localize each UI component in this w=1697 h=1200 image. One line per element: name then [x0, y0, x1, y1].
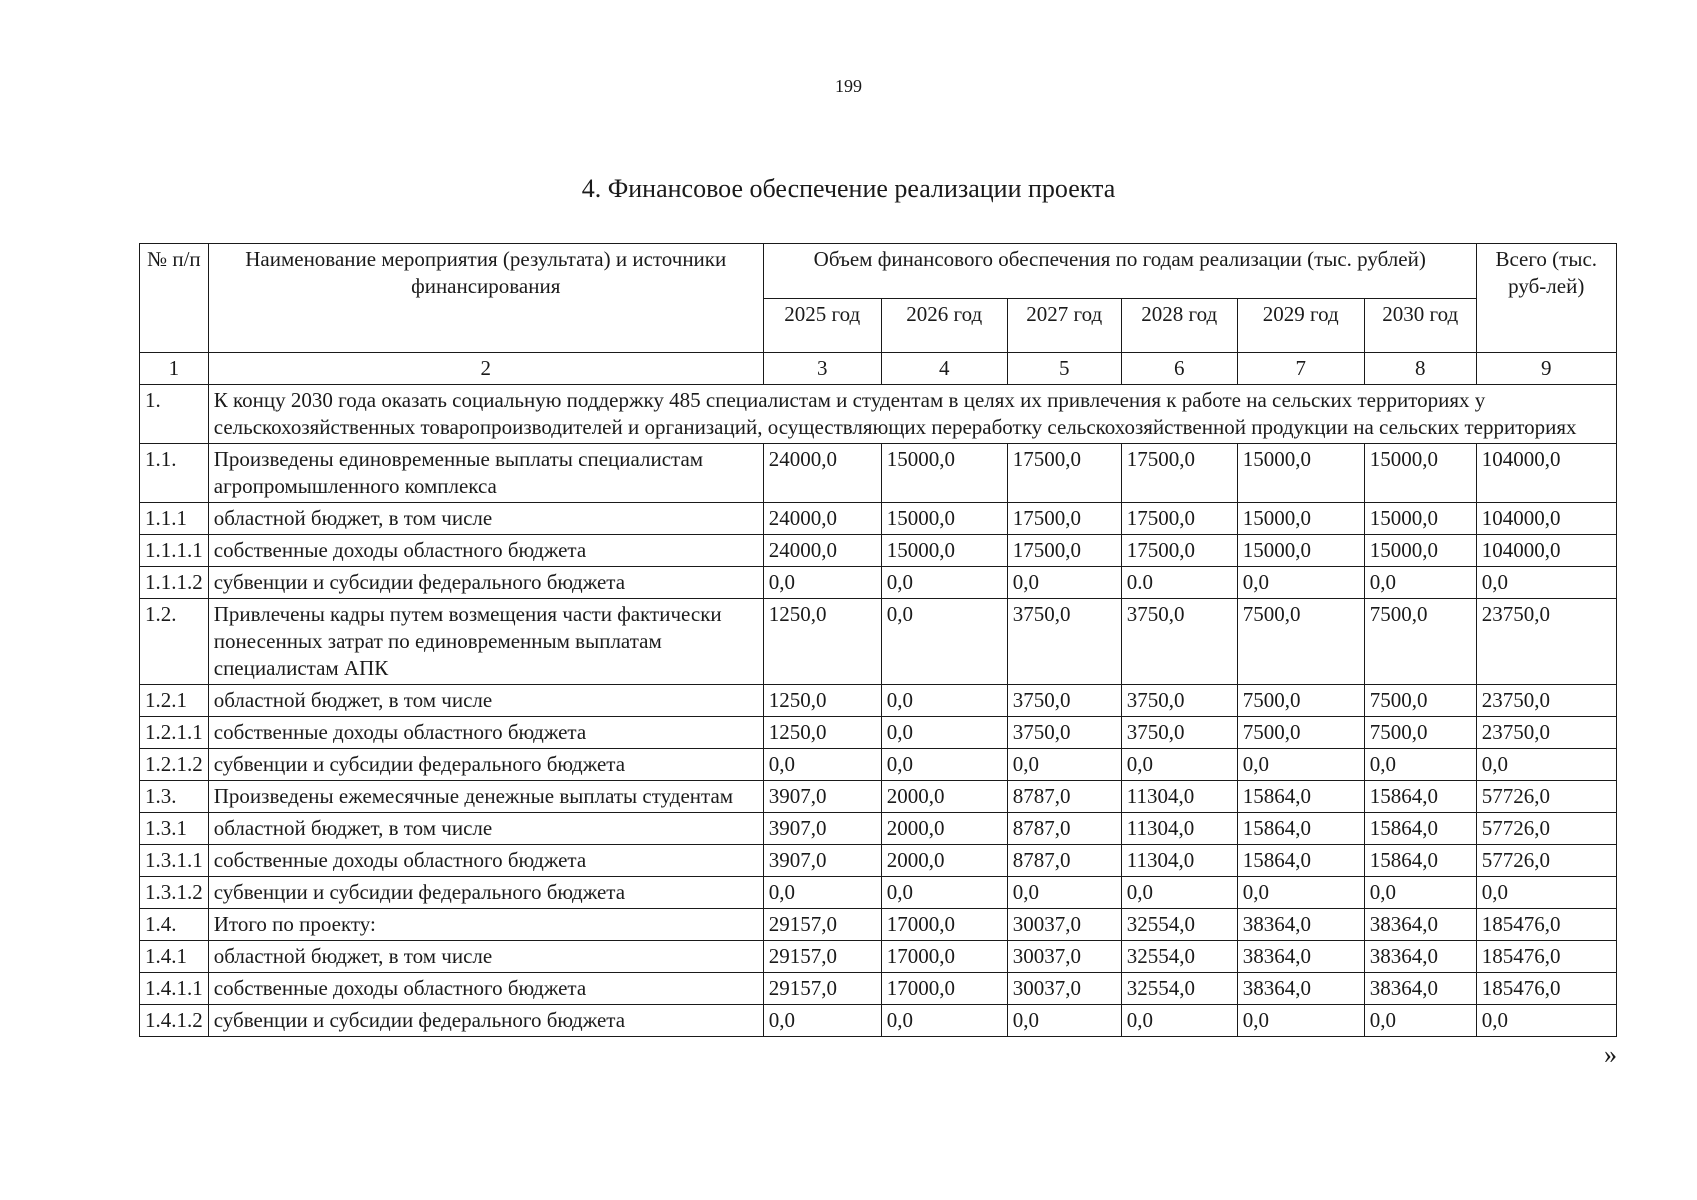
column-number-cell: 8 [1364, 353, 1476, 385]
total-value-cell: 185476,0 [1476, 973, 1616, 1005]
year-value-cell: 8787,0 [1007, 813, 1121, 845]
year-value-cell: 0,0 [881, 685, 1007, 717]
table-row [140, 444, 1617, 503]
row-name: областной бюджет, в том числе [208, 685, 763, 717]
year-value-cell: 15000,0 [1237, 503, 1364, 535]
year-value-cell: 2000,0 [881, 813, 1007, 845]
total-value-cell: 57726,0 [1476, 781, 1616, 813]
year-value-cell: 3750,0 [1007, 717, 1121, 749]
year-value-cell: 38364,0 [1364, 941, 1476, 973]
row-code: 1.2.1 [140, 685, 209, 717]
year-value-cell: 0,0 [1237, 877, 1364, 909]
year-value-cell: 0,0 [763, 749, 881, 781]
year-value-cell: 15864,0 [1364, 813, 1476, 845]
table-row [140, 941, 1617, 973]
row-name: собственные доходы областного бюджета [208, 973, 763, 1005]
table-row [140, 567, 1617, 599]
year-value-cell: 1250,0 [763, 685, 881, 717]
closing-quote: » [1604, 1040, 1617, 1069]
table-row [140, 599, 1617, 685]
year-value-cell: 17500,0 [1007, 444, 1121, 503]
year-value-cell: 7500,0 [1237, 599, 1364, 685]
table-row [140, 973, 1617, 1005]
year-value-cell: 15864,0 [1237, 781, 1364, 813]
year-value-cell: 3750,0 [1121, 685, 1237, 717]
total-value-cell: 0,0 [1476, 567, 1616, 599]
year-value-cell: 7500,0 [1364, 599, 1476, 685]
row-code: 1.1. [140, 444, 209, 503]
year-value-cell: 0,0 [763, 1005, 881, 1037]
year-value-cell: 3907,0 [763, 781, 881, 813]
year-value-cell: 15000,0 [1237, 444, 1364, 503]
row-code: 1.3.1 [140, 813, 209, 845]
year-value-cell: 0,0 [1237, 749, 1364, 781]
header-year-cell: 2030 год [1364, 298, 1476, 353]
total-value-cell: 0,0 [1476, 749, 1616, 781]
row-code: 1.1.1.2 [140, 567, 209, 599]
year-value-cell: 17500,0 [1007, 503, 1121, 535]
year-value-cell: 38364,0 [1237, 941, 1364, 973]
year-value-cell: 24000,0 [763, 444, 881, 503]
column-number-cell: 3 [763, 353, 881, 385]
row-name: субвенции и субсидии федерального бюджета [208, 877, 763, 909]
year-value-cell: 3750,0 [1121, 717, 1237, 749]
year-value-cell: 24000,0 [763, 535, 881, 567]
row-name: Произведены ежемесячные денежные выплаты студентам [208, 781, 763, 813]
table-row [140, 1005, 1617, 1037]
row-name: областной бюджет, в том числе [208, 941, 763, 973]
year-value-cell: 3750,0 [1007, 685, 1121, 717]
row-code: 1.1.1 [140, 503, 209, 535]
header-total-cell: Всего (тыс. руб-лей) [1476, 244, 1616, 353]
table-row [140, 909, 1617, 941]
year-value-cell: 8787,0 [1007, 845, 1121, 877]
table-row [140, 717, 1617, 749]
row-code: 1.2. [140, 599, 209, 685]
column-number-cell: 2 [208, 353, 763, 385]
year-value-cell: 3750,0 [1007, 599, 1121, 685]
total-value-cell: 104000,0 [1476, 535, 1616, 567]
year-value-cell: 15864,0 [1237, 845, 1364, 877]
year-value-cell: 11304,0 [1121, 813, 1237, 845]
year-value-cell: 2000,0 [881, 781, 1007, 813]
year-value-cell: 1250,0 [763, 717, 881, 749]
row-code: 1.4.1.1 [140, 973, 209, 1005]
total-value-cell: 57726,0 [1476, 845, 1616, 877]
year-value-cell: 15000,0 [1364, 535, 1476, 567]
year-value-cell: 15864,0 [1364, 781, 1476, 813]
row-code: 1.3. [140, 781, 209, 813]
year-value-cell: 0,0 [1364, 1005, 1476, 1037]
row-name: областной бюджет, в том числе [208, 813, 763, 845]
column-number-cell: 7 [1237, 353, 1364, 385]
year-value-cell: 17000,0 [881, 973, 1007, 1005]
total-value-cell: 23750,0 [1476, 717, 1616, 749]
year-value-cell: 0,0 [881, 877, 1007, 909]
year-value-cell: 38364,0 [1237, 909, 1364, 941]
table-row [140, 877, 1617, 909]
column-number-cell: 1 [140, 353, 209, 385]
total-value-cell: 185476,0 [1476, 909, 1616, 941]
year-value-cell: 3750,0 [1121, 599, 1237, 685]
table-row [140, 813, 1617, 845]
table-row [140, 685, 1617, 717]
year-value-cell: 15000,0 [881, 444, 1007, 503]
year-value-cell: 15864,0 [1237, 813, 1364, 845]
year-value-cell: 17500,0 [1121, 535, 1237, 567]
total-value-cell: 104000,0 [1476, 503, 1616, 535]
column-number-row [140, 353, 1617, 385]
header-row [140, 244, 1617, 299]
row-name: Итого по проекту: [208, 909, 763, 941]
total-value-cell: 23750,0 [1476, 599, 1616, 685]
table-row [140, 845, 1617, 877]
total-value-cell: 23750,0 [1476, 685, 1616, 717]
row-code: 1.2.1.2 [140, 749, 209, 781]
year-value-cell: 32554,0 [1121, 973, 1237, 1005]
year-value-cell: 0,0 [881, 1005, 1007, 1037]
year-value-cell: 15000,0 [881, 503, 1007, 535]
year-value-cell: 15000,0 [1364, 444, 1476, 503]
year-value-cell: 38364,0 [1364, 973, 1476, 1005]
year-value-cell: 0,0 [881, 599, 1007, 685]
row-name: собственные доходы областного бюджета [208, 535, 763, 567]
year-value-cell: 0,0 [881, 717, 1007, 749]
total-value-cell: 57726,0 [1476, 813, 1616, 845]
table-body [140, 244, 1617, 1037]
year-value-cell: 0,0 [1237, 1005, 1364, 1037]
row-name: субвенции и субсидии федерального бюджета [208, 749, 763, 781]
year-value-cell: 0,0 [763, 567, 881, 599]
year-value-cell: 0,0 [1007, 877, 1121, 909]
row-code: 1.3.1.2 [140, 877, 209, 909]
year-value-cell: 7500,0 [1237, 685, 1364, 717]
year-value-cell: 0.0 [1121, 567, 1237, 599]
year-value-cell: 38364,0 [1237, 973, 1364, 1005]
financing-table [139, 243, 1617, 1037]
year-value-cell: 0,0 [1121, 749, 1237, 781]
header-year-cell: 2025 год [763, 298, 881, 353]
year-value-cell: 15000,0 [1237, 535, 1364, 567]
header-year-cell: 2029 год [1237, 298, 1364, 353]
year-value-cell: 15864,0 [1364, 845, 1476, 877]
year-value-cell: 29157,0 [763, 973, 881, 1005]
year-value-cell: 1250,0 [763, 599, 881, 685]
year-value-cell: 30037,0 [1007, 941, 1121, 973]
goal-text: К концу 2030 года оказать социальную поддержку 485 специалистам и студентам в целях их привлечения к работе на сельских территориях у сельскохозяйственных товаропроизводителей и организаций, осуществляющих переработку сельскохозяйственной продукции на сельских территориях [208, 385, 1616, 444]
year-value-cell: 8787,0 [1007, 781, 1121, 813]
year-value-cell: 3907,0 [763, 813, 881, 845]
row-code: 1.3.1.1 [140, 845, 209, 877]
row-name: Привлечены кадры путем возмещения части фактически понесенных затрат по единовременным выплатам специалистам АПК [208, 599, 763, 685]
year-value-cell: 7500,0 [1237, 717, 1364, 749]
year-value-cell: 0,0 [1237, 567, 1364, 599]
row-name: областной бюджет, в том числе [208, 503, 763, 535]
year-value-cell: 17000,0 [881, 941, 1007, 973]
year-value-cell: 0,0 [763, 877, 881, 909]
year-value-cell: 15000,0 [881, 535, 1007, 567]
goal-row [140, 385, 1617, 444]
year-value-cell: 7500,0 [1364, 717, 1476, 749]
table-row [140, 749, 1617, 781]
year-value-cell: 7500,0 [1364, 685, 1476, 717]
year-value-cell: 30037,0 [1007, 909, 1121, 941]
column-number-cell: 9 [1476, 353, 1616, 385]
column-number-cell: 6 [1121, 353, 1237, 385]
year-value-cell: 11304,0 [1121, 781, 1237, 813]
year-value-cell: 17500,0 [1121, 503, 1237, 535]
year-value-cell: 29157,0 [763, 941, 881, 973]
year-value-cell: 24000,0 [763, 503, 881, 535]
table-row [140, 781, 1617, 813]
total-value-cell: 104000,0 [1476, 444, 1616, 503]
year-value-cell: 17000,0 [881, 909, 1007, 941]
total-value-cell: 0,0 [1476, 1005, 1616, 1037]
header-year-cell: 2026 год [881, 298, 1007, 353]
year-value-cell: 17500,0 [1007, 535, 1121, 567]
row-name: собственные доходы областного бюджета [208, 717, 763, 749]
year-value-cell: 0,0 [1364, 567, 1476, 599]
year-value-cell: 15000,0 [1364, 503, 1476, 535]
row-code: 1.4. [140, 909, 209, 941]
year-value-cell: 32554,0 [1121, 909, 1237, 941]
year-value-cell: 30037,0 [1007, 973, 1121, 1005]
year-value-cell: 0,0 [1007, 1005, 1121, 1037]
year-value-cell: 0,0 [881, 749, 1007, 781]
year-value-cell: 2000,0 [881, 845, 1007, 877]
year-value-cell: 0,0 [1007, 567, 1121, 599]
year-value-cell: 0,0 [1121, 1005, 1237, 1037]
header-volume-cell: Объем финансового обеспечения по годам реализации (тыс. рублей) [763, 244, 1476, 299]
table-row [140, 535, 1617, 567]
row-code: 1.2.1.1 [140, 717, 209, 749]
page-number: 199 [835, 76, 862, 96]
year-value-cell: 0,0 [1121, 877, 1237, 909]
goal-code: 1. [140, 385, 209, 444]
year-value-cell: 32554,0 [1121, 941, 1237, 973]
row-code: 1.4.1 [140, 941, 209, 973]
total-value-cell: 185476,0 [1476, 941, 1616, 973]
year-value-cell: 11304,0 [1121, 845, 1237, 877]
year-value-cell: 38364,0 [1364, 909, 1476, 941]
section-title: 4. Финансовое обеспечение реализации проекта [581, 174, 1116, 203]
year-value-cell: 17500,0 [1121, 444, 1237, 503]
header-number-cell: № п/п [140, 244, 209, 353]
row-code: 1.4.1.2 [140, 1005, 209, 1037]
row-name: субвенции и субсидии федерального бюджета [208, 1005, 763, 1037]
header-year-cell: 2028 год [1121, 298, 1237, 353]
header-year-cell: 2027 год [1007, 298, 1121, 353]
row-code: 1.1.1.1 [140, 535, 209, 567]
row-name: собственные доходы областного бюджета [208, 845, 763, 877]
year-value-cell: 0,0 [1364, 749, 1476, 781]
row-name: субвенции и субсидии федерального бюджета [208, 567, 763, 599]
year-value-cell: 29157,0 [763, 909, 881, 941]
year-value-cell: 0,0 [881, 567, 1007, 599]
year-value-cell: 0,0 [1007, 749, 1121, 781]
column-number-cell: 5 [1007, 353, 1121, 385]
row-name: Произведены единовременные выплаты специалистам агропромышленного комплекса [208, 444, 763, 503]
column-number-cell: 4 [881, 353, 1007, 385]
year-value-cell: 0,0 [1364, 877, 1476, 909]
total-value-cell: 0,0 [1476, 877, 1616, 909]
table-row [140, 503, 1617, 535]
header-name-cell: Наименование мероприятия (результата) и источники финансирования [208, 244, 763, 353]
year-value-cell: 3907,0 [763, 845, 881, 877]
